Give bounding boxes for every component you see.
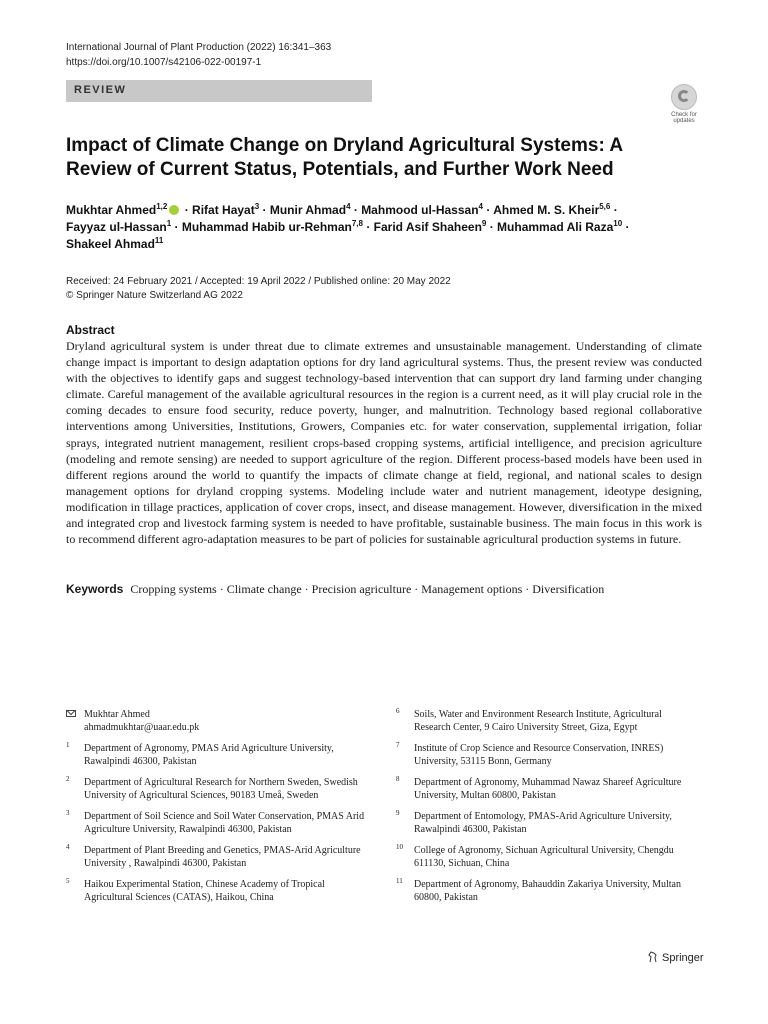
author-name[interactable]: Muhammad Habib ur-Rehman: [181, 220, 352, 234]
orcid-icon[interactable]: [169, 205, 179, 215]
keywords-list: Cropping systems · Climate change · Precision agriculture · Management options · Diversification: [130, 582, 605, 596]
correspondence-name: Mukhtar Ahmed: [84, 709, 150, 720]
author-name[interactable]: Shakeel Ahmad: [66, 237, 155, 251]
author-name[interactable]: Munir Ahmad: [269, 203, 347, 217]
journal-citation: International Journal of Plant Production (2022) 16:341–363: [66, 42, 332, 53]
affiliation-text: Department of Agronomy, PMAS Arid Agriculture University, Rawalpindi 46300, Pakistan: [84, 743, 334, 767]
author-affiliation: 9: [481, 219, 487, 228]
affiliation-number: 5: [66, 877, 70, 885]
affiliation-text: Department of Agricultural Research for Northern Sweden, Swedish University of Agricultural Sciences, 90183 Umeå, Sweden: [84, 777, 358, 801]
author-name[interactable]: Fayyaz ul-Hassan: [66, 220, 167, 234]
keywords-section: [66, 582, 706, 597]
check-for-updates-badge[interactable]: [666, 84, 702, 124]
affiliations-right-column: [396, 708, 696, 912]
affiliation-text: College of Agronomy, Sichuan Agricultural University, Chengdu 611130, Sichuan, China: [414, 845, 674, 869]
author-name[interactable]: Muhammad Ali Raza: [497, 220, 614, 234]
affiliation-item: [66, 742, 366, 768]
author-affiliation: 4: [478, 202, 483, 211]
affiliation-item: [396, 708, 696, 734]
check-updates-icon: [671, 84, 697, 110]
publisher-name: Springer: [662, 952, 704, 964]
affiliation-text: Department of Plant Breeding and Genetics, PMAS-Arid Agriculture University , Rawalpindi 46300, Pakistan: [84, 845, 361, 869]
affiliation-number: 4: [66, 843, 70, 851]
affiliation-text: Institute of Crop Science and Resource Conservation, INRES) University, 53115 Bonn, Germany: [414, 743, 664, 767]
affiliation-number: 11: [396, 877, 403, 885]
affiliation-text: Haikou Experimental Station, Chinese Academy of Tropical Agricultural Sciences (CATAS), Haikou, China: [84, 879, 325, 903]
affiliation-number: 9: [396, 809, 400, 817]
affiliation-item: [66, 810, 366, 836]
abstract-body: Dryland agricultural system is under threat due to climate extremes and unsustainable management. Understanding of climate change impact is important to design adaptation options for dry land agricultural systems. Thus, the present review was conducted with the objectives to identify gaps and suggest technology-based intervention that can support dry land farming under changing climate. Careful management of the available agricultural resources in the region is a current need, as it will play crucial role in the coming decades to ensure food security, reduce poverty, hunger, and malnutrition. Technology based regional collaborative interventions among Universities, Institutions, Growers, Companies etc. for water conservation, supplemental irrigation, foliar sprays, integrated nutrient management, resilient crops-based cropping systems, artificial intelligence, and precision agriculture (modeling and remote sensing) are needed to support agriculture of the region. Different process-based models have been used in different regions around the world to quantify the impacts of climate change at field, regional, and national scales to design management options for dryland cropping systems. Modeling include water and nutrient management, ideotype designing, modification in tillage practices, application of cover crops, insect, and disease management. However, diversification in the mixed and integrated crop and livestock farming system is needed to have profitable, sustainable business. The main focus in this work is to recommend different agro-adaptation measures to be part of policies for sustainable agricultural production systems in future.: [66, 339, 702, 547]
affiliation-item: [396, 776, 696, 802]
affiliation-item: [66, 844, 366, 870]
affiliation-number: 2: [66, 775, 70, 783]
affiliation-text: Soils, Water and Environment Research Institute, Agricultural Research Center, 9 Cairo University Street, Giza, Egypt: [414, 709, 662, 733]
affiliation-number: 7: [396, 741, 400, 749]
journal-header: [66, 40, 331, 70]
correspondence-email[interactable]: ahmadmukhtar@uaar.edu.pk: [84, 722, 200, 733]
affiliation-number: 8: [396, 775, 400, 783]
author-list: Mukhtar Ahmed$^{1,2}$ · Rifat Hayat$^3$ · Munir Ahmad$^4$ · Mahmood ul-Hassan$^4$ · Ahmed M. S. Kheir$^{5,6}$ · Fayyaz ul-Hassan$^1$ · Muhammad Habib ur-Rehman$^{7,8}$ · Farid Asif Shaheen$^9$ · Muhammad Ali Raza$^{10}$ · Shakeel Ahmad$^{11}$: [66, 202, 630, 251]
affiliation-text: Department of Agronomy, Bahauddin Zakariya University, Multan 60800, Pakistan: [414, 879, 681, 903]
author-affiliation: 1: [166, 219, 172, 228]
springer-horse-icon: [648, 951, 658, 963]
article-type-banner: [66, 80, 372, 102]
author-affiliation: 4: [346, 202, 351, 211]
affiliation-item: [396, 844, 696, 870]
check-updates-text: Check for updates: [671, 112, 697, 124]
affiliation-number: 6: [396, 707, 400, 715]
affiliations-left-column: [66, 708, 366, 912]
affiliation-text: Department of Agronomy, Muhammad Nawaz Shareef Agriculture University, Multan 60800, Pakistan: [414, 777, 682, 801]
author-name[interactable]: Rifat Hayat: [192, 203, 255, 217]
author-affiliation: 5,6: [599, 202, 611, 211]
correspondence-note: [66, 708, 366, 734]
publisher-footer: [648, 951, 704, 964]
affiliation-number: 3: [66, 809, 70, 817]
author-affiliation: 11: [154, 236, 164, 245]
affiliation-number: 1: [66, 741, 70, 749]
dates-line: Received: 24 February 2021 / Accepted: 19 April 2022 / Published online: 20 May 2022: [66, 276, 451, 287]
author-name[interactable]: Mukhtar Ahmed: [66, 203, 157, 217]
abstract-heading: Abstract: [66, 323, 115, 337]
keywords-label: Keywords: [66, 582, 124, 596]
author-affiliation: 10: [613, 219, 623, 228]
publication-dates: [66, 275, 451, 303]
affiliation-item: [396, 878, 696, 904]
affiliation-item: [396, 810, 696, 836]
affiliation-text: Department of Soil Science and Soil Water Conservation, PMAS Arid Agriculture University, Rawalpindi 46300, Pakistan: [84, 811, 365, 835]
author-affiliation: 7,8: [351, 219, 363, 228]
doi-link[interactable]: https://doi.org/10.1007/s42106-022-00197-1: [66, 57, 262, 68]
article-title: Impact of Climate Change on Dryland Agricultural Systems: A Review of Current Status, Potentials, and Further Work Need: [66, 135, 623, 180]
affiliation-text: Department of Entomology, PMAS-Arid Agriculture University, Rawalpindi 46300, Pakistan: [414, 811, 672, 835]
affiliation-item: [66, 878, 366, 904]
affiliation-number: 10: [396, 843, 403, 851]
copyright-line: © Springer Nature Switzerland AG 2022: [66, 290, 243, 301]
author-name[interactable]: Farid Asif Shaheen: [373, 220, 482, 234]
author-name[interactable]: Mahmood ul-Hassan: [361, 203, 479, 217]
author-affiliation: 3: [254, 202, 260, 211]
affiliation-item: [66, 776, 366, 802]
affiliation-item: [396, 742, 696, 768]
article-type-label: REVIEW: [74, 84, 127, 96]
author-name[interactable]: Ahmed M. S. Kheir: [493, 203, 600, 217]
envelope-icon: [66, 710, 76, 717]
author-affiliation: 1,2: [156, 202, 168, 211]
